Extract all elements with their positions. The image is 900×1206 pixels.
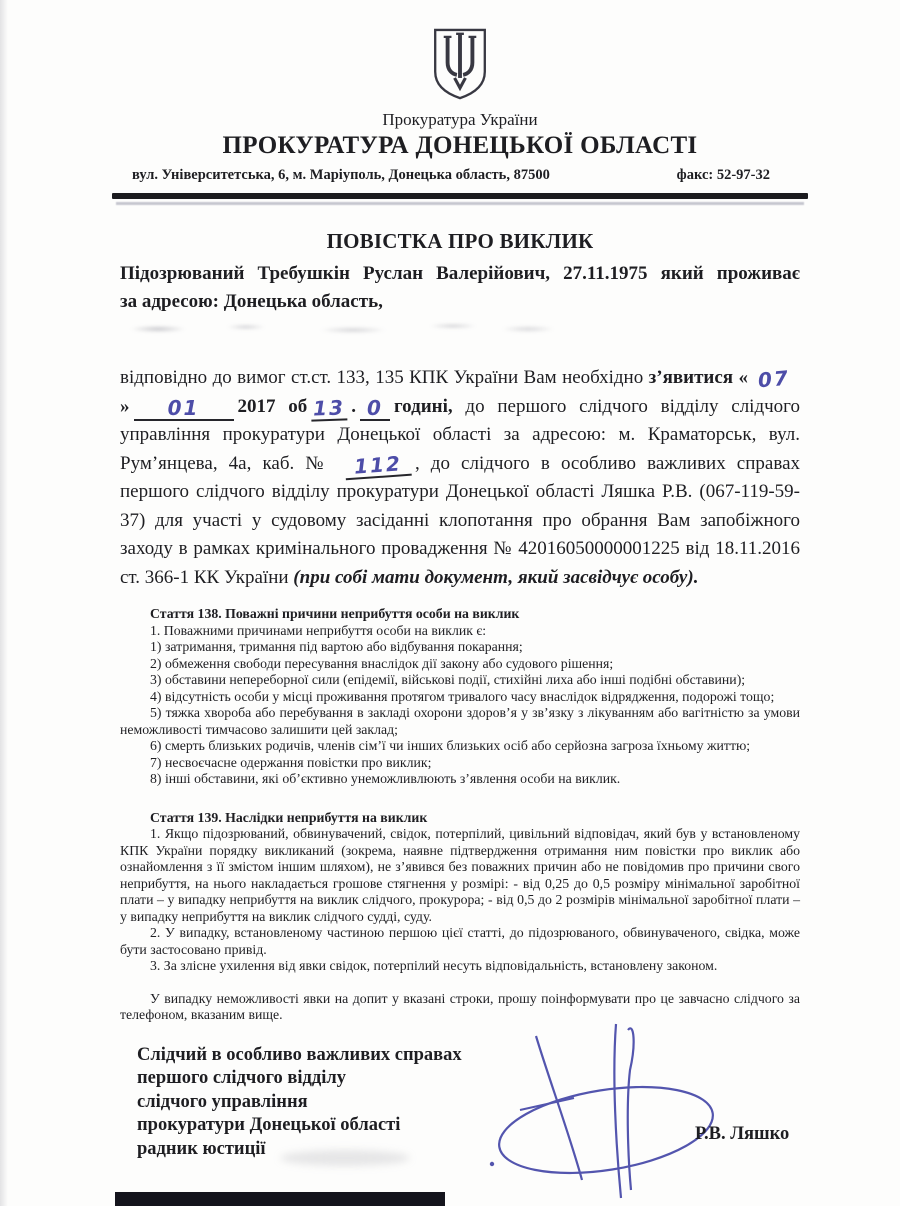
- article-138-heading: Стаття 138. Поважні причини неприбуття особи на виклик: [150, 606, 520, 621]
- signatory-title-line: слідчого управління: [137, 1091, 308, 1112]
- agency-name: ПРОКУРАТУРА ДОНЕЦЬКОЇ ОБЛАСТІ: [222, 132, 698, 159]
- body-seg-3: , до слідчого в особливо важливих справах першого слідчого відділу прокуратури Донецької області Ляшка Р.В. (067-119-59-37) для участі у судовому засіданні клопотання про обрання Вам запобіжного заходу в рамках кримінального провадження № 42016050000001225 від 18.11.2016 ст. 366-1 КК України: [120, 452, 800, 588]
- suspect-line-1: Підозрюваний Требушкін Руслан Валерійович, 27.11.1975 який проживає: [120, 263, 800, 284]
- article-138-paragraph: 1) затримання, тримання під вартою або відбування покарання;: [150, 639, 523, 654]
- signatory-title-line: прокуратури Донецької області: [137, 1115, 401, 1135]
- article-139-section: [120, 810, 800, 975]
- handwritten-minute: 0: [367, 395, 383, 420]
- handwritten-hour: 13: [312, 394, 346, 421]
- article-138-paragraph: 4) відсутність особи у місці проживання протягом тривалого часу внаслідок відрядження, подорожі тощо;: [150, 688, 775, 704]
- article-139-paragraph: 3. За злісне ухилення від явки свідок, потерпілий несуть відповідальність, встановлену законом.: [150, 958, 718, 973]
- scan-smudge: [280, 1150, 410, 1166]
- handwritten-hour-field: [311, 396, 348, 421]
- agency-parent-name: Прокуратура України: [382, 110, 538, 129]
- handwritten-day-field: [751, 366, 797, 394]
- body-final-clause: (при собі мати документ, який засвідчує особу).: [293, 566, 699, 588]
- article-138-paragraph: 5) тяжка хвороба або перебування в закладі охорони здоров’я у зв’язку з лікуванням або вагітністю за умови неможливості тимчасово залишити цей заклад;: [120, 705, 800, 737]
- article-139-paragraph: 2. У випадку, встановленому частиною першою цієї статті, до підозрюваного, обвинуваченого, свідка, може бути застосовано привід.: [120, 925, 800, 957]
- header-rule: [112, 193, 808, 199]
- handwritten-day: 07: [757, 365, 791, 393]
- article-138-paragraph: 1. Поважними причинами неприбуття особи на виклик є:: [150, 622, 487, 638]
- signatory-title-line: першого слідчого відділу: [137, 1068, 347, 1088]
- handwritten-room-number: 112: [353, 450, 403, 479]
- signatory-title-line: Слідчий в особливо важливих справах: [137, 1044, 462, 1065]
- agency-address: вул. Університетська, 6, м. Маріуполь, Донецька область, 87500: [132, 167, 550, 183]
- article-138-section: [120, 606, 800, 788]
- summons-body-paragraph: [120, 364, 800, 592]
- signatory-title-line: радник юстиції: [137, 1138, 266, 1159]
- article-138-paragraph: 7) несвоєчасне одержання повістки про виклик;: [150, 754, 432, 770]
- redacted-address-blur: [128, 321, 558, 337]
- document-title: ПОВІСТКА ПРО ВИКЛИК: [326, 229, 594, 253]
- article-139-heading: Стаття 139. Наслідки неприбуття на виклик: [150, 809, 428, 825]
- suspect-paragraph: [120, 260, 800, 344]
- article-138-paragraph: 3) обставини непереборної сили (епідемії, військові події, стихійні лиха або інші подібні обставини);: [150, 672, 746, 687]
- body-seg-1: відповідно до вимог ст.ст. 133, 135 КПК України Вам необхідно: [120, 367, 649, 388]
- scan-artifact-bar: [115, 1192, 445, 1206]
- open-quote: «: [738, 367, 748, 388]
- handwritten-signature: [478, 1018, 728, 1204]
- body-hour-word: годині,: [394, 395, 453, 417]
- header: [120, 26, 800, 107]
- body-bold-appear: з’явитися: [648, 367, 734, 388]
- handwritten-room-field: [344, 451, 412, 480]
- article-138-paragraph: 6) смерть близьких родичів, членів сім’ї чи інших близьких осіб або серйозна загроза їхньому життю;: [150, 738, 751, 753]
- article-138-paragraph: 8) інші обставини, які об’єктивно унеможливлюють з’явлення особи на виклик.: [150, 771, 621, 786]
- close-quote: »: [120, 395, 130, 417]
- body-year-time: 2017 об: [237, 395, 308, 417]
- handwritten-minute-field: [360, 397, 390, 421]
- body-seg-2: до першого слідчого відділу слідчого управління прокуратури Донецької області за адресою: м. Краматорськ, вул. Рум’янцева, 4а, каб. №: [120, 395, 800, 474]
- time-dot: .: [351, 395, 357, 417]
- header-rule-shadow: [116, 202, 804, 205]
- article-138-paragraph: 2) обмеження свободи пересування внаслідок дії закону або судового рішення;: [150, 655, 614, 671]
- signatory-name: Р.В. Ляшко: [695, 1124, 790, 1144]
- agency-fax: факс: 52-97-32: [676, 167, 770, 183]
- article-139-paragraph: 1. Якщо підозрюваний, обвинувачений, свідок, потерпілий, цивільний відповідач, який був у встановленому КПК України порядку викликаний (зокрема, наявне підтвердження отримання ним повістки про виклик або ознайомлення з її змістом іншим шляхом), не з’явився без поважних причин або не повідомив про причини свого неприбуття, на нього накладається грошове стягнення у розмірі: - від 0,25 до 0,5 розміру мінімальної заробітної плати – у випадку неприбуття на виклик слідчого, прокурора; - від 0,5 до 2 розмірів мінімальної заробітної плати – у випадку неприбуття на виклик слідчого судді, суду.: [120, 826, 800, 924]
- suspect-line-2: [120, 288, 800, 344]
- suspect-address-prefix: за адресою: Донецька область,: [120, 291, 383, 312]
- ukraine-trident-emblem: [429, 26, 491, 102]
- handwritten-month-field: [134, 397, 234, 421]
- handwritten-month: 01: [167, 395, 200, 420]
- closing-paragraph: У випадку неможливості явки на допит у вказані строки, прошу поінформувати про це завчасно слідчого за телефоном, вказаним вище.: [120, 990, 800, 1022]
